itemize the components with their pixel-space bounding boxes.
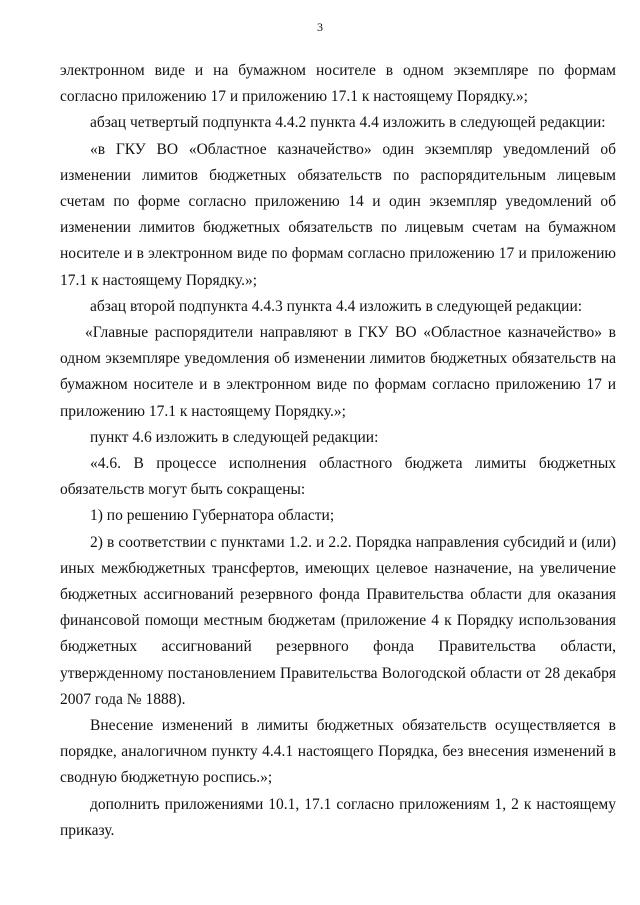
paragraph-continuation: электронном виде и на бумажном носителе в одном экземпляре по формам согласно приложению 17 и приложению 17.1 к настоящему Порядку.»; [60,62,616,106]
page-number: 3 [317,20,323,34]
paragraph-quote-kazna: «в ГКУ ВО «Областное казначейство» один экземпляр уведомлений об изменении лимитов бюджетных обязательств по распорядительным лицевым счетам по форме согласно приложению 14 и один экземпляр уведомлений об изменении лимитов бюджетных обязательств по лицевым счетам на бумажном носителе и в электронном виде по формам согласно приложению 17 и приложению 17.1 к настоящему Порядку.»; [60,140,616,289]
paragraph-item-2: 2) в соответствии с пунктами 1.2. и 2.2. Порядка направления субсидий и (или) иных межбюджетных трансфертов, имеющих целевое назначение, на увеличение бюджетных ассигнований резервного фонда Правительства области для оказания финансовой помощи местным бюджетам (приложение 4 к Порядку использования бюджетных ассигнований резервного фонда Правительства области, утвержденному постановлением Правительства Вологодской области от 28 декабря 2007 года № 1888). [60,533,616,708]
paragraph-amendment-4-6: пункт 4.6 изложить в следующей редакции: [90,428,379,446]
paragraph-clause-4-6: «4.6. В процессе исполнения областного бюджета лимиты бюджетных обязательств могут быть сокращены: [60,455,616,499]
paragraph-amendment-4-4-3: абзац второй подпункта 4.4.3 пункта 4.4 изложить в следующей редакции: [90,297,583,315]
paragraph-quote-distributors: «Главные распорядители направляют в ГКУ ВО «Областное казначейство» в одном экземпляре уведомления об изменении лимитов бюджетных обязательств на бумажном носителе и в электронном виде по формам согласно приложению 17 и приложению 17.1 к настоящему Порядку.»; [60,324,616,420]
paragraph-appendices: дополнить приложениями 10.1, 17.1 согласно приложениям 1, 2 к настоящему приказу. [60,795,616,839]
document-body [60,58,616,844]
paragraph-item-1: 1) по решению Губернатора области; [90,507,335,525]
paragraph-changes: Внесение изменений в лимиты бюджетных обязательств осуществляется в порядке, аналогичном пункту 4.4.1 настоящего Порядка, без внесения изменений в сводную бюджетную роспись.»; [60,717,616,787]
paragraph-amendment-4-4-2: абзац четвертый подпункта 4.4.2 пункта 4.4 изложить в следующей редакции: [90,114,606,132]
